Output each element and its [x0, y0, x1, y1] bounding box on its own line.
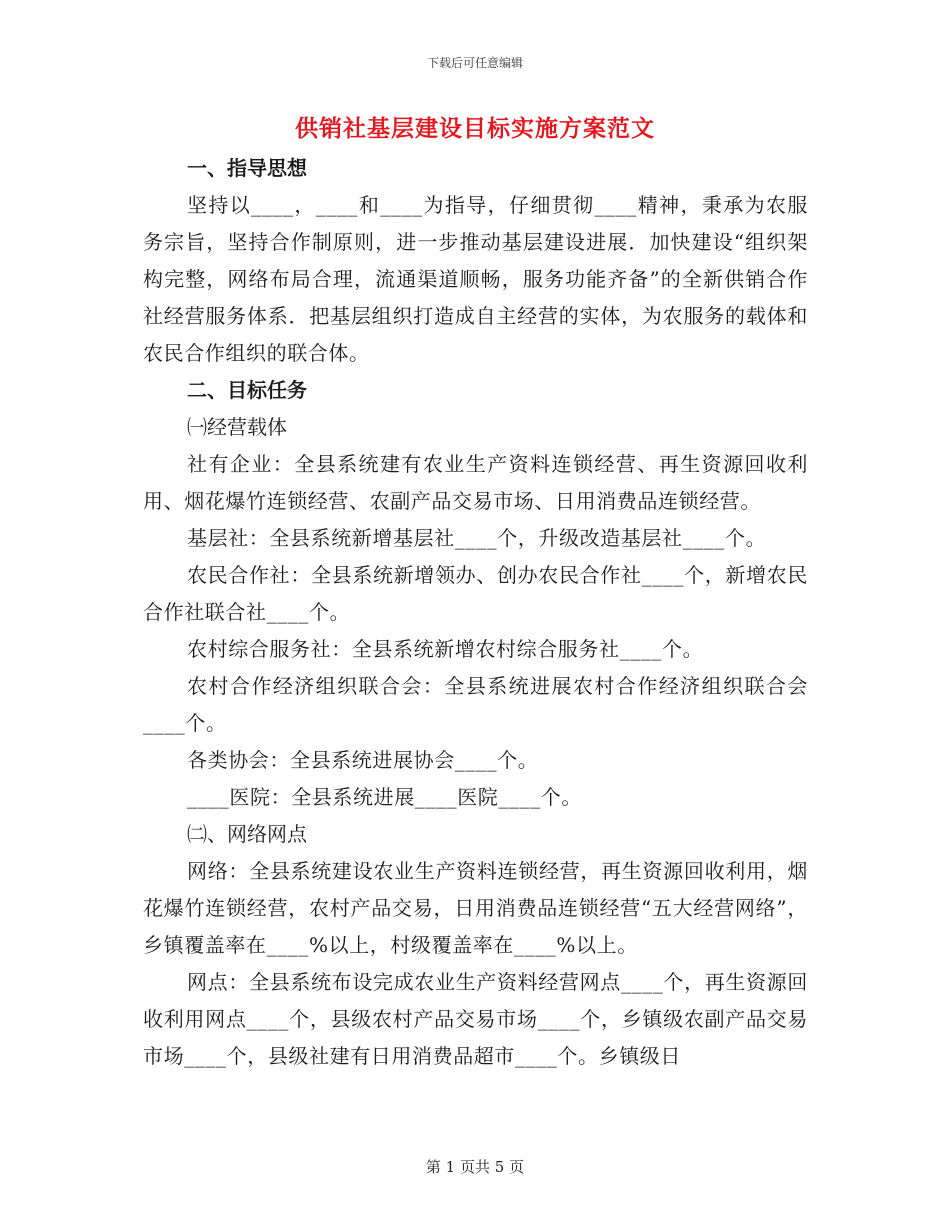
paragraph-associations: 各类协会：全县系统进展协会____个。	[187, 748, 539, 772]
document-body	[143, 150, 808, 1075]
paragraph-hospital: ____医院：全县系统进展____医院____个。	[187, 785, 582, 809]
header-note: 下载后可任意编辑	[426, 56, 523, 70]
document-title: 供销社基层建设目标实施方案范文	[295, 115, 655, 142]
paragraph-enterprise: 社有企业：全县系统建有农业生产资料连锁经营、再生资源回收利用、烟花爆竹连锁经营、农副产品交易市场、日用消费品连锁经营。	[143, 452, 808, 513]
subheading-business-carriers: ㈠经营载体	[187, 415, 287, 439]
section-heading-targets: 二、目标任务	[187, 378, 307, 402]
paragraph-network: 网络：全县系统建设农业生产资料连锁经营，再生资源回收利用，烟花爆竹连锁经营，农村产品交易，日用消费品连锁经营“五大经营网络”，乡镇覆盖率在____%以上，村级覆盖率在____%以上。	[143, 859, 808, 957]
paragraph-points: 网点：全县系统布设完成农业生产资料经营网点____个，再生资源回收利用网点____个，县级农村产品交易市场____个，乡镇级农副产品交易市场____个，县级社建有日用消费品超市____个。乡镇级日	[143, 970, 808, 1068]
paragraph-rural-union: 农村合作经济组织联合会：全县系统进展农村合作经济组织联合会____个。	[143, 674, 808, 735]
paragraph-grassroots-coop: 基层社：全县系统新增基层社____个，升级改造基层社____个。	[187, 526, 767, 550]
page-number: 第 1 页共 5 页	[425, 1158, 525, 1176]
paragraph-guiding-ideology: 坚持以____，____和____为指导，仔细贯彻____精神，秉承为农服务宗旨，坚持合作制原则，进一步推动基层建设进展．加快建设“组织架构完整，网络布局合理，流通渠道顺畅，服务功能齐备”的全新供销合作社经营服务体系．把基层组织打造成自主经营的实体，为农服务的载体和农民合作组织的联合体。	[143, 193, 808, 365]
paragraph-farmer-coop: 农民合作社：全县系统新增领办、创办农民合作社____个，新增农民合作社联合社____个。	[143, 563, 808, 624]
subheading-network-points: ㈡、网络网点	[187, 822, 307, 846]
section-heading-guiding-ideology: 一、指导思想	[187, 156, 307, 180]
paragraph-rural-service: 农村综合服务社：全县系统新增农村综合服务社____个。	[187, 637, 704, 661]
